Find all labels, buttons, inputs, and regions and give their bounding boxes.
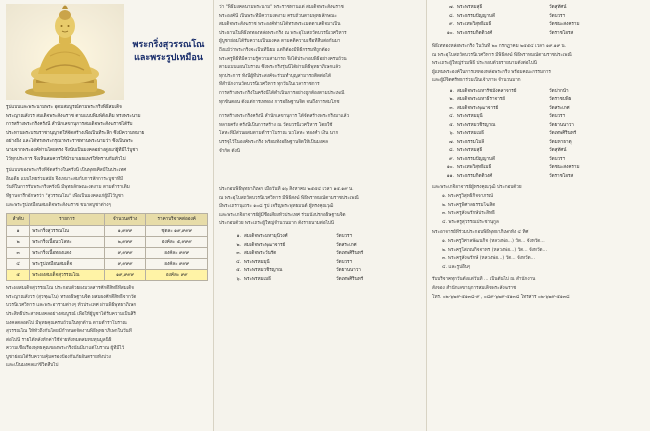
list-number: ๔. <box>449 114 454 120</box>
temple-name: วัดสุทัศน์ <box>549 148 567 154</box>
monk-name: พระพรหมมุนี <box>244 259 270 265</box>
paragraph-line: บูชาย่อมได้รับความคุ้มครองป้องกันภัยอันตรายทั้งปวง <box>6 354 111 360</box>
paragraph-line: ถึงแม้ว่าพระกริ่งจะเป็นที่นิยม แต่ก็ต้องมีพิธีกรรมที่ถูกต้อง <box>219 47 330 53</box>
table-cell: องค์ละ ๙๙ <box>146 270 208 281</box>
monk-name: สมเด็จพระมหารัชมังคลาจารย์ <box>457 88 517 94</box>
table-cell: ๙,๙๙๙ <box>104 248 146 259</box>
monk-list <box>432 4 645 38</box>
list-item <box>432 21 645 30</box>
paragraph-line: หลายครั้ง ครั้งนี้เป็นการสร้าง ณ วัดบวรนิเวศวิหาร โดยใช้ <box>219 122 333 128</box>
list-number: ๗. <box>449 5 454 10</box>
table-cell: พระกริ่งเนื้อทองแดง <box>30 248 105 259</box>
list-number: ๕. <box>449 122 454 128</box>
list-item: ๔. และรูปอื่นๆ <box>442 264 471 270</box>
monk-name: พระพรหมวชิรญาณ <box>457 122 496 128</box>
paragraph-line: รูปแบบของพระกริ่งที่จัดสร้างในครั้งนี้ เป็นพุทธศิลป์ในประเทศ <box>6 168 127 174</box>
paragraph-line: พระเถระผู้ใหญ่ร่วมพิธี ประกอบด้วยรายนามดังต่อไปนี้ <box>432 61 537 67</box>
paragraph-line: การสร้างพระกริ่งในครั้งนี้ได้ดำเนินการอย่างถูกต้องตามประเพณี <box>219 90 345 96</box>
list-item <box>432 13 645 22</box>
paragraph-line: ที่สำนักงานวัดบวรนิเวศวิหาร ทุกวันในเวลาราชการ <box>219 82 320 88</box>
paragraph-line: ที่ฐานจารึกอักษรว่า "สุวรรณโณ" เพื่อเป็นมงคลแก่ผู้มีไว้บูชา <box>6 193 124 199</box>
table-cell: ๑,๙๙๙ <box>104 226 146 237</box>
monk-list <box>432 88 645 182</box>
paragraph-line: โลหะที่มีส่วนผสมตามตำราโบราณ นวโลหะ ทองคำ เงิน นาก <box>219 131 339 137</box>
paragraph-line: ตามแบบแผนโบราณ ซึ่งพระกริ่งรุ่นนี้ได้ผ่านพิธีพุทธาภิเษกแล้ว <box>219 65 341 71</box>
list-number: ๒. <box>236 242 241 248</box>
buddha-statue-icon <box>6 4 124 100</box>
paragraph-line: บรรจุไว้ในองค์พระกริ่ง พร้อมทั้งอธิษฐานจิตให้เป็นมงคล <box>219 139 328 145</box>
list-item <box>432 4 645 13</box>
paragraph-line: ณ พระอุโบสถวัดบวรนิเวศวิหาร มีพิธีสงฆ์ พิธีพราหมณ์ตามราชประเพณี <box>219 195 359 201</box>
paragraph-line: ประธานในพิธีเททองหล่อพระกริ่ง ณ พระอุโบสถวัดบวรนิเวศวิหาร <box>219 30 347 36</box>
paragraph-line: พระญาณสังวร (สุวฑฺฒโน) ทรงอธิษฐานจิต ผสมผงศักดิ์สิทธิ์จากวัด <box>6 294 137 300</box>
temple-name: วัดราชโอรส <box>549 173 574 179</box>
table-cell: พระกริ่งเนื้อนวโลหะ <box>30 237 105 248</box>
paragraph-line: ผู้บูชาย่อมได้รับความเป็นมงคล ตามคติความเชื่อที่สืบต่อกันมา <box>219 39 341 45</box>
table-cell: พระผงสมเด็จสุวรรณโณ <box>30 270 105 281</box>
list-number: ๙. <box>449 156 454 162</box>
list-number: ๑. <box>236 234 241 240</box>
table-cell: ๑๙,๙๙๙ <box>104 270 146 281</box>
paragraph-line: พระผงสมเด็จสุวรรณโณ ประกอบด้วยผงมวลสารศักดิ์สิทธิ์ที่สมเด็จ <box>6 286 134 292</box>
caption-line: อย่างยิ่ง และได้ทรงพระกรุณาพระราชทานพระนามว่า ซึ่งเป็นพระ <box>6 139 134 145</box>
footer-line: สั่งจอง สำนักเลขานุการสมเด็จพระสังฆราช <box>432 286 517 291</box>
list-item: ๔. พระครูสุวรรณประชานุกูล <box>442 219 499 225</box>
paragraph-line: ทุกประการ ทั้งนี้ผู้ที่ประสงค์จะร่วมทำบุญสามารถติดต่อได้ <box>219 73 331 79</box>
paragraph-block <box>6 167 207 210</box>
list-number: ๔. <box>236 259 241 265</box>
monk-name: พระธรรมปัญญาบดี <box>457 13 495 19</box>
left-panel <box>0 0 214 431</box>
list-number: ๑๐. <box>446 30 454 36</box>
list-number: ๑๐. <box>446 165 454 171</box>
caption-line: ประทานพระบรมราชานุญาตให้จัดสร้างเพื่อเป็นที่ระลึก ซึ่งมีความหมาย <box>6 130 145 136</box>
list-item <box>219 276 421 285</box>
list-item <box>432 130 645 139</box>
monk-name: สมเด็จพระมหามุนีวงศ์ <box>244 234 288 240</box>
list-number: ๑. <box>449 88 454 94</box>
monk-name: สมเด็จพระวันรัต <box>244 251 277 257</box>
sub-section <box>432 184 645 227</box>
list-number: ๖. <box>449 131 454 137</box>
section-block <box>432 43 645 86</box>
temple-name: วัดปากน้ำ <box>549 88 569 94</box>
paragraph-line: ทุกขั้นตอน ตั้งแต่การเททอง การอธิษฐานจิต จนถึงการสมโภช <box>219 99 340 105</box>
temple-name: วัดราชโอรส <box>549 30 574 36</box>
list-item <box>432 88 645 97</box>
ceremony-block <box>219 186 421 229</box>
list-number: ๖. <box>236 276 241 282</box>
list-item <box>219 259 421 268</box>
paragraph-line: วันที่ในการรับพระกริ่งครั้งนี้ มีพุทธลักษณะงดงาม ตามตำราเดิม <box>6 185 130 191</box>
footer-line: รับบริจาคทุกวันตั้งแต่วันที่ ... เป็นต้นไป ณ สำนักงาน <box>432 277 536 283</box>
paragraph-line: สมเด็จพระสังฆราช พระองค์ท่านได้ทรงพระเมตตาเสด็จมาเป็น <box>219 22 341 28</box>
list-item: ๓. พระครูสังฆรักษ์ (หลวงพ่อ...) วัด... จังหวัด... <box>442 256 535 262</box>
table-row <box>7 259 208 270</box>
footer-line: โทร. ๐๒-๖๒๙-๕๑๓๘-๙ , ๐๘๙-๖๒๙-๕๑๓๘ โทรสาร ๐๒-๖๒๙-๕๑๓๘ <box>432 294 570 300</box>
paragraph-line: และพระเกจิอาจารย์ผู้มีชื่อเสียงทั่วประเทศ ร่วมนั่งปรกอธิษฐานจิต <box>219 212 346 218</box>
paragraph-line: และพระรูปเหมือนสมเด็จพระสังฆราช ขนาดบูชาต่างๆ <box>6 202 111 208</box>
list-item <box>432 147 645 156</box>
monk-name: พระเทพวิสุทธิเมธี <box>457 165 492 171</box>
monk-name: พระพรหมสุธี <box>457 148 483 154</box>
temple-name: วัดบวรฯ <box>549 114 566 120</box>
list-number: ๒. <box>449 97 454 103</box>
paragraph-line: ความเชื่อเรื่องพุทธคุณของพระกริ่งนั้นมีมาแต่โบราณ ผู้ที่มีไว้ <box>6 346 125 352</box>
table-cell: องค์ละ ๙๙๙ <box>146 259 208 270</box>
list-item: ๓. พระครูสังฆรักษ์ประสิทธิ์ <box>442 211 495 217</box>
sub-heading: พระอาจารย์ที่ร่วมประกอบพิธีพุทธาภิเษกทั้ง ๔ ทิศ <box>432 230 529 236</box>
paragraph-line: การสร้างพระกริ่งครั้งนี้ สำนักเลขานุการ ได้จัดสร้างพระกริ่งมาแล้ว <box>219 114 350 120</box>
table-cell: องค์ละ ๕,๙๙๙ <box>146 237 208 248</box>
table-header-cell: รายการ <box>30 214 105 226</box>
monk-list <box>219 233 421 284</box>
list-item <box>432 105 645 114</box>
paragraph-line: ว่า "พิธีมงคลนามพระนาม" พระราชทานแด่ สมเด็จพระสังฆราช <box>219 5 344 10</box>
table-row <box>7 270 208 281</box>
table-header-cell: จำนวนสร้าง <box>104 214 146 226</box>
table-cell: ๒ <box>7 237 30 248</box>
paragraph-block <box>219 113 421 156</box>
list-item <box>219 250 421 259</box>
monk-name: พระธรรมกิตติวงศ์ <box>457 173 493 179</box>
list-number: ๙. <box>449 22 454 27</box>
monk-name: พระธรรมกิตติวงศ์ <box>457 30 493 36</box>
list-item <box>219 242 421 251</box>
table-cell: ๓ <box>7 248 30 259</box>
list-item <box>219 267 421 276</box>
temple-name: วัดบวรฯ <box>549 13 566 19</box>
right-panel <box>427 0 650 431</box>
table-cell: องค์ละ ๙๙๙ <box>146 248 208 259</box>
paragraph-line: จำกัด ดังนี้ <box>219 148 240 154</box>
table-row <box>7 237 208 248</box>
temple-name: วัดเทพศิรินทร์ <box>336 251 364 257</box>
temple-name: วัดสระเกศ <box>549 105 570 111</box>
list-number: ๓. <box>236 251 241 257</box>
temple-name: วัดมหาธาตุ <box>549 139 572 145</box>
title-line: และพระรูปเหมือน <box>134 53 203 63</box>
temple-name: วัดบวรฯ <box>549 156 566 162</box>
sub-section <box>432 229 645 272</box>
paragraph-line: บวรนิเวศวิหาร และพระอารามต่างๆ ทั่วประเทศ ผ่านพิธีพุทธาภิเษก <box>6 303 137 309</box>
table-header-cell: ราคาบริจาคต่อองค์ <box>146 214 208 226</box>
table-cell: ๔ <box>7 259 30 270</box>
list-item <box>432 156 645 165</box>
monk-name: พระพรหมวชิรญาณ <box>244 268 283 274</box>
list-item: ๑. พระครูวิสุทธิกิจจาภรณ์ <box>442 194 494 200</box>
table-cell: ๙,๙๙๙ <box>104 259 146 270</box>
footer-block <box>432 276 645 302</box>
list-number: ๑๑. <box>446 173 454 179</box>
list-item <box>432 113 645 122</box>
monk-name: สมเด็จพระพุฒาจารย์ <box>457 105 499 111</box>
paragraph-line: และผู้มีจิตศรัทธาร่วมเป็นเจ้าภาพ จำนวนมาก <box>432 78 521 84</box>
caption-line: ไว้ทุกประการ จึงเห็นสมควรให้นำมาเผยแพร่ให้ทราบกันทั่วไป <box>6 156 126 162</box>
caption-line: พระญาณสังวร สมเด็จพระสังฆราช ตามแบบพิมพ์ดั้งเดิม ทรงพระนาม <box>6 113 141 119</box>
paragraph-block <box>6 285 207 371</box>
list-number: ๗. <box>449 139 454 145</box>
monk-name: พระธรรมโมลี <box>457 139 485 145</box>
paragraph-line: พิธีเททองหล่อพระกริ่ง ในวันที่ ๒๐ กรกฎาคม ๒๕๕๔ เวลา ๑๙.๑๙ น. <box>432 44 567 49</box>
list-item <box>432 173 645 182</box>
temple-name: วัดเทพศิรินทร์ <box>549 131 577 137</box>
middle-panel <box>214 0 427 431</box>
monk-name: สมเด็จพระพุฒาจารย์ <box>244 242 286 248</box>
paragraph-line: อินเดีย แบบไทยร่วมสมัย จึงเหมาะสมกับการสักการะบูชาที่มี <box>6 176 124 182</box>
table-row <box>7 226 208 237</box>
caption-line: รูปแบบและพระนามพระ อุดมสมบูรณ์ตามพระกริ่งพิธีสมเด็จ <box>6 105 122 110</box>
temple-name: วัดบวรฯ <box>336 259 353 265</box>
monk-name: พระเทพวิสุทธิเมธี <box>457 22 492 27</box>
paragraph-line: ต่อไปนี้ รายได้หลังหักค่าใช้จ่ายทั้งหมดสมทบทุนมูลนิธิ <box>6 337 112 343</box>
monk-name: พระธรรมปัญญาบดี <box>457 156 495 162</box>
caption-line: นามจากพระองค์ท่านโดยตรง จึงนับเป็นมงคลอย่างสูงแก่ผู้ที่มีไว้บูชา <box>6 147 138 153</box>
list-item: ๒. พระครูพิศาลธรรมโฆสิต <box>442 202 496 208</box>
temple-name: วัดสุทัศน์ <box>549 5 567 10</box>
buddha-statue-image <box>6 4 124 100</box>
table-cell: ชุดละ ๑๙,๙๙๙ <box>146 226 208 237</box>
table-cell: พระรูปเหมือนสมเด็จ <box>30 259 105 270</box>
monk-name: พระพรหมเมธี <box>244 276 271 282</box>
temple-name: วัดยานนาวา <box>549 122 574 128</box>
temple-name: วัดราชบพิธ <box>549 97 572 103</box>
paragraph-line: พระองค์นี้ เป็นพระที่มีความงดงาม ครบถ้วนตามพุทธลักษณะ <box>219 13 337 19</box>
list-item <box>432 164 645 173</box>
list-number: ๘. <box>448 148 454 154</box>
table-cell: ๑ <box>7 226 30 237</box>
monk-name: พระพรหมเมธี <box>457 131 484 137</box>
paragraph-line: มีพระเถรานุเถระ ๑๐๘ รูป เจริญพระพุทธมนต์ ผู้ทรงคุณวุฒิ <box>219 204 334 210</box>
temple-name: วัดเทพศิรินทร์ <box>336 276 364 282</box>
paragraph-block <box>219 4 421 107</box>
list-item <box>432 30 645 39</box>
temple-name: วัดสระเกศ <box>336 242 357 248</box>
temple-name: วัดบวรฯ <box>336 234 353 240</box>
list-number: ๕. <box>236 268 241 274</box>
sub-heading: และพระเกจิอาจารย์ผู้ทรงคุณวุฒิ ประกอบด้วย <box>432 185 522 191</box>
list-item <box>432 96 645 105</box>
paragraph-line: ประสิทธิ์ประสาทมงคลอย่างสมบูรณ์ เพื่อให้ผู้บูชาได้รับความเป็นสิริ <box>6 311 136 317</box>
temple-name: วัดยานนาวา <box>336 268 361 274</box>
paragraph-line: มงคลตลอดไป มีพุทธคุณครบถ้วนในทุกด้าน ตามตำราโบราณ <box>6 320 127 326</box>
table-cell: พระกริ่งสุวรรณโณ <box>30 226 105 237</box>
paragraph-line: และเป็นมงคลแก่ชีวิตสืบไป <box>6 363 59 369</box>
paragraph-line: ประกอบด้วย พระเถระผู้ใหญ่จำนวนมาก ดังรายนามต่อไปนี้ <box>219 221 334 227</box>
table-cell: ๒,๙๙๙ <box>104 237 146 248</box>
paragraph-line: พระครูพิธีที่มีความรู้ความสามารถ จึงได้ประกอบพิธีอย่างครบถ้วน <box>219 56 347 62</box>
price-table-header <box>7 214 208 226</box>
list-item: ๒. พระครูโสภณกิจจาทร (หลวงพ่อ...) วัด... จังหวัด... <box>442 247 547 253</box>
list-item <box>219 233 421 242</box>
paragraph-line: ประกอบพิธีพุทธาภิเษก เมื่อวันที่ ๑๖ สิงหาคม ๒๕๕๔ เวลา ๑๕.๑๙ น. <box>219 187 354 193</box>
table-header-cell: ลำดับ <box>7 214 30 226</box>
paragraph-line: ณ พระอุโบสถวัดบวรนิเวศวิหาร มีพิธีสงฆ์ พิธีพราหมณ์ตามราชประเพณี <box>432 52 572 58</box>
paragraph-line: สุวรรณโณ ให้ทั่วถึงกันโดยมีกำหนดจัดงานพิธีพุทธาภิเษกในวันที่ <box>6 329 132 335</box>
list-number: ๓. <box>449 105 454 111</box>
caption-line: การสร้างพระกริ่งครั้งนี้ สำนักเลขานุการสมเด็จพระสังฆราชได้รับ <box>6 122 133 128</box>
monk-name: สมเด็จพระมหาธีราจารย์ <box>457 97 505 103</box>
paragraph-line: ผู้แทนพระองค์ในการเททองหล่อพระกริ่ง พร้อมคณะกรรมการ <box>432 69 551 75</box>
temple-name: วัดชนะสงคราม <box>549 165 580 171</box>
price-table <box>6 213 208 281</box>
monk-name: พระพรหมสุธี <box>457 5 483 10</box>
list-item <box>432 122 645 131</box>
caption-block <box>6 104 207 164</box>
list-item: ๑. พระครูวิศาลพัฒนกิจ (หลวงพ่อ...) วัด... จังหวัด... <box>442 239 545 245</box>
monk-name: พระพรหมมุนี <box>457 114 483 120</box>
table-row <box>7 248 208 259</box>
list-number: ๘. <box>448 13 454 19</box>
list-item <box>432 139 645 148</box>
title-block <box>124 4 211 100</box>
title-line: พระกริ่งสุวรรณโณ <box>132 40 205 50</box>
table-cell: ๕ <box>7 270 30 281</box>
temple-name: วัดชนะสงคราม <box>549 22 580 27</box>
header-block <box>6 4 211 100</box>
